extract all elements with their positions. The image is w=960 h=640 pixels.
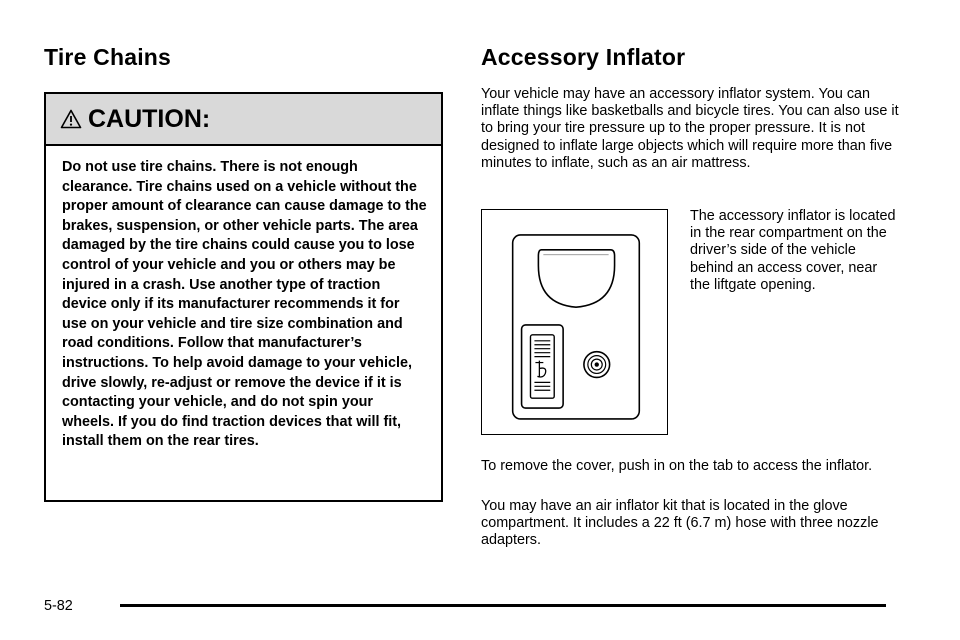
caution-label: CAUTION: <box>88 104 211 133</box>
warning-triangle-icon <box>60 109 82 129</box>
caution-box <box>44 92 443 502</box>
tire-chains-heading: Tire Chains <box>44 44 172 70</box>
page-number: 5-82 <box>44 598 73 614</box>
accessory-inflator-heading: Accessory Inflator <box>481 44 686 70</box>
inflator-kit-paragraph: You may have an air inflator kit that is located in the glove compartment. It includes a 22 ft (6.7 m) hose with three nozzle adapters. <box>481 498 879 549</box>
inflator-location-paragraph: The accessory inflator is located in the rear compartment on the driver’s side of the vehicle behind an access cover, near the liftgate opening. <box>690 208 896 293</box>
accessory-inflator-panel-illustration <box>482 210 667 434</box>
remove-cover-paragraph: To remove the cover, push in on the tab to access the inflator. <box>481 458 873 474</box>
inflator-intro-paragraph: Your vehicle may have an accessory inflator system. You can inflate things like basketballs and bicycle tires. You can also use it to bring your tire pressure up to the proper pressure. It is not designed to inflate large objects which will require more than five minutes to inflate, such as an air mattress. <box>481 86 899 171</box>
inflator-figure <box>481 209 668 435</box>
caution-text: Do not use tire chains. There is not enough clearance. Tire chains used on a vehicle without the proper amount of clearance can cause damage to the brakes, suspension, or other vehicle parts. The area damaged by the tire chains could cause you to lose control of your vehicle and you or others may be injured in a crash. Use another type of traction device only if its manufacturer recommends it for use on your vehicle and tire size combination and road conditions. Follow that manufacturer’s instructions. To help avoid damage to your vehicle, drive slowly, re-adjust or remove the device if it is contacting your vehicle, and do not spin your wheels. If you do find traction devices that will fit, install them on the rear tires. <box>62 159 427 450</box>
caution-header <box>46 94 441 146</box>
footer-rule <box>120 604 886 607</box>
